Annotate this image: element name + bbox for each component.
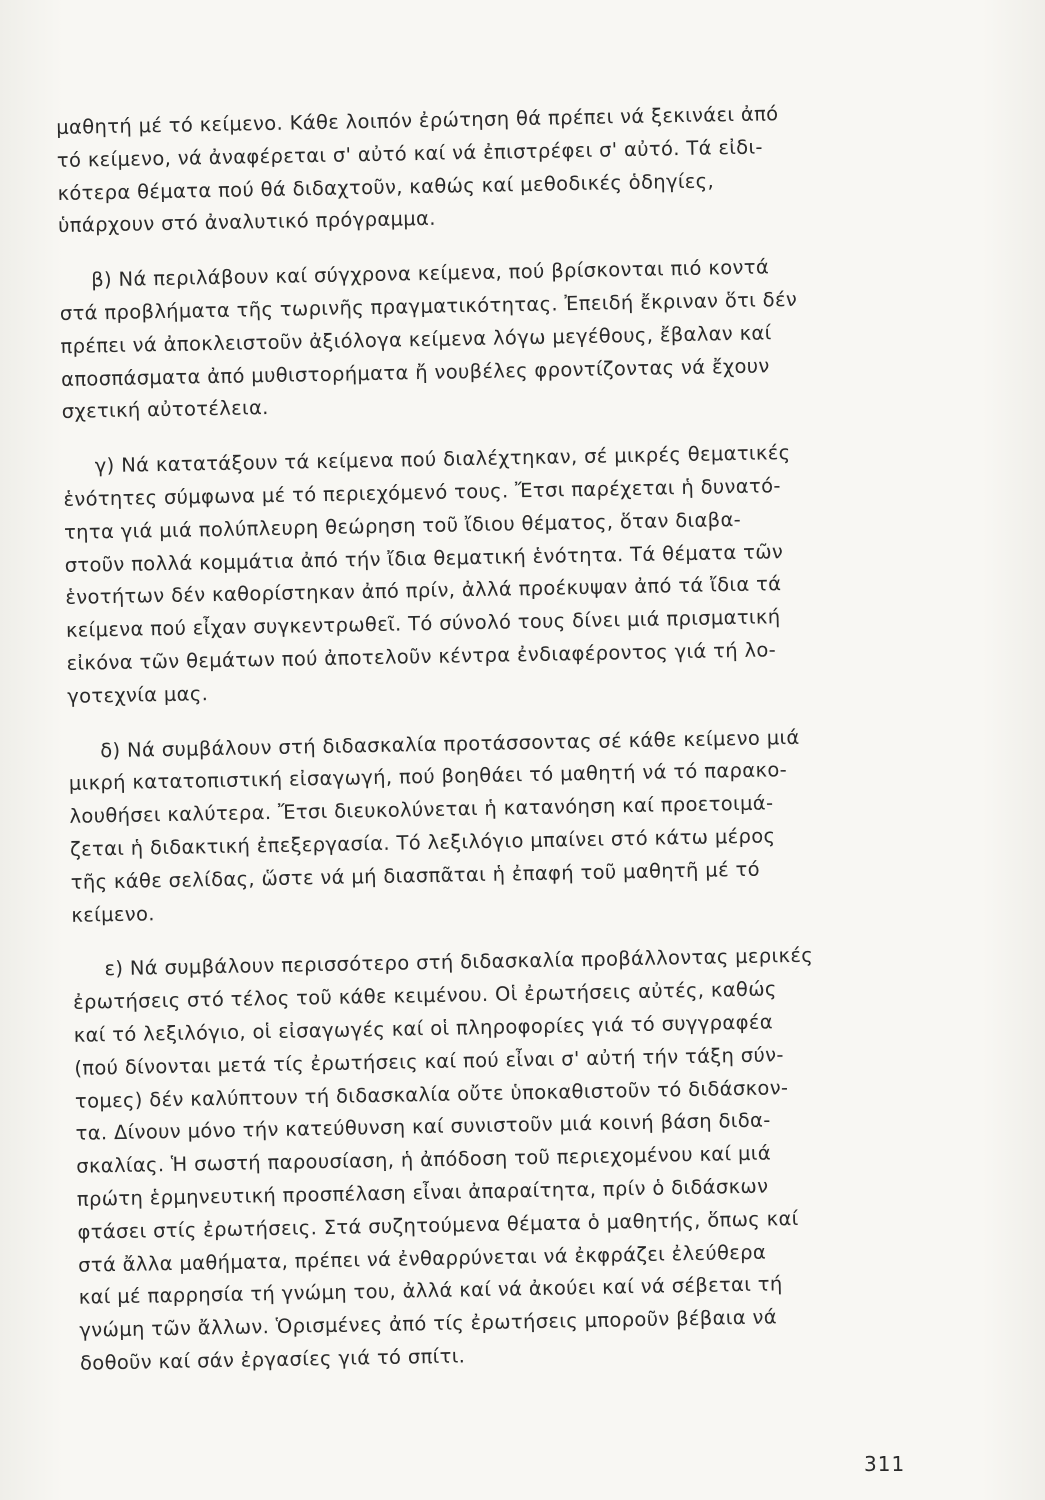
- text-line: τῆς κάθε σελίδας, ὥστε νά μή διασπᾶται ἡ ἐπαφή τοῦ μαθητῆ μέ τό: [70, 857, 761, 894]
- text-line: αποσπάσματα ἀπό μυθιστορήματα ἤ νουβέλες φροντίζοντας νά ἔχουν: [60, 353, 770, 391]
- text-line: ἐρωτήσεις στό τέλος τοῦ κάθε κειμένου. Οἱ ἐρωτήσεις αὐτές, καθώς: [72, 977, 777, 1014]
- text-line: στά προβλήματα τῆς τωρινῆς πραγματικότητας. Ἐπειδή ἔκριναν ὅτι δέν: [59, 287, 798, 325]
- text-line: ἑνοτήτων δέν καθορίστηκαν ἀπό πρίν, ἀλλά προέκυψαν ἀπό τά ἴδια τά: [65, 572, 782, 610]
- paragraph-delta: [68, 719, 932, 932]
- text-line: δοθοῦν καί σάν ἐργασίες γιά τό σπίτι.: [79, 1344, 466, 1375]
- text-line: ζεται ἡ διδακτική ἐπεξεργασία. Τό λεξιλόγιο μπαίνει στό κάτω μέρος: [69, 824, 776, 861]
- text-line: πρέπει νά ἀποκλειστοῦν ἀξιόλογα κείμενα λόγω μεγέθους, ἔβαλαν καί: [60, 321, 772, 358]
- text-line: γ) Νά κατατάξουν τά κείμενα πού διαλέχτηκαν, σέ μικρές θεματικές: [94, 441, 791, 478]
- body-text: [56, 95, 940, 1380]
- text-line: σχετική αὐτοτέλεια.: [61, 396, 269, 424]
- text-line: στά ἄλλα μαθήματα, πρέπει νά ἐνθαρρύνεται νά ἐκφράζει ἐλεύθερα: [77, 1240, 767, 1277]
- text-line: εἰκόνα τῶν θεμάτων πού ἀποτελοῦν κέντρα ἐνδιαφέροντος γιά τή λο-: [66, 638, 777, 675]
- text-line: κείμενο.: [71, 901, 156, 927]
- text-line: λουθήσει καλύτερα. Ἔτσι διευκολύνεται ἡ κατανόηση καί προετοιμά-: [69, 791, 774, 829]
- text-line: φτάσει στίς ἐρωτήσεις. Στά συζητούμενα θέματα ὁ μαθητής, ὅπως καί: [77, 1206, 799, 1244]
- text-line: δ) Νά συμβάλουν στή διδασκαλία προτάσσοντας σέ κάθε κείμενο μιά: [100, 725, 800, 762]
- text-line: γνώμη τῶν ἄλλων. Ὁρισμένες ἀπό τίς ἐρωτήσεις μποροῦν βέβαια νά: [79, 1305, 778, 1342]
- text-line: ἑνότητες σύμφωνα μέ τό περιεχόμενό τους. Ἔτσι παρέχεται ἡ δυνατό-: [63, 474, 781, 511]
- text-line: ὑπάρχουν στό ἀναλυτικό πρόγραμμα.: [57, 207, 437, 238]
- paragraph-continuation: [56, 95, 918, 243]
- text-line: καί τό λεξιλόγιο, οἱ εἰσαγωγές καί οἱ πληροφορίες γιά τό συγγραφέα: [73, 1010, 774, 1047]
- text-line: πρώτη ἑρμηνευτική προσπέλαση εἶναι ἀπαραίτητα, πρίν ὁ διδάσκων: [76, 1174, 769, 1211]
- text-line: μαθητή μέ τό κείμενο. Κάθε λοιπόν ἐρώτηση θά πρέπει νά ξεκινάει ἀπό: [56, 102, 779, 139]
- text-line: ε) Νά συμβάλουν περισσότερο στή διδασκαλία προβάλλοντας μερικές: [104, 943, 814, 981]
- paragraph-gamma: [63, 435, 928, 714]
- paragraph-epsilon: [72, 938, 940, 1381]
- text-line: τητα γιά μιά πολύπλευρη θεώρηση τοῦ ἴδιου θέματος, ὅταν διαβα-: [63, 507, 742, 544]
- text-line: κείμενα πού εἶχαν συγκεντρωθεῖ. Τό σύνολό τους δίνει μιά πρισματική: [65, 605, 781, 643]
- text-line: γοτεχνία μας.: [66, 681, 209, 708]
- text-line: στοῦν πολλά κομμάτια ἀπό τήν ἴδια θεματική ἑνότητα. Τά θέματα τῶν: [64, 539, 784, 577]
- text-line: τό κείμενο, νά ἀναφέρεται σ' αὐτό καί νά ἐπιστρέφει σ' αὐτό. Τά εἰδι-: [56, 135, 764, 172]
- text-line: β) Νά περιλάβουν καί σύγχρονα κείμενα, πού βρίσκονται πιό κοντά: [91, 255, 770, 292]
- text-line: (πού δίνονται μετά τίς ἐρωτήσεις καί πού εἶναι σ' αὐτή τήν τάξη σύν-: [74, 1042, 784, 1080]
- text-line: καί μέ παρρησία τή γνώμη του, ἀλλά καί νά ἀκούει καί νά σέβεται τή: [78, 1272, 783, 1310]
- text-line: κότερα θέματα πού θά διδαχτοῦν, καθώς καί μεθοδικές ὁδηγίες,: [57, 168, 715, 205]
- text-line: τομες) δέν καλύπτουν τή διδασκαλία οὔτε ὑποκαθιστοῦν τό διδάσκον-: [74, 1075, 789, 1113]
- text-line: μικρή κατατοπιστική εἰσαγωγή, πού βοηθάει τό μαθητή νά τό παρακο-: [68, 758, 788, 796]
- page-number: 311: [864, 1452, 906, 1476]
- paragraph-beta: [59, 249, 922, 429]
- text-line: τα. Δίνουν μόνο τήν κατεύθυνση καί συνιστοῦν μιά κοινή βάση διδα-: [75, 1108, 771, 1146]
- text-line: σκαλίας. Ἡ σωστή παρουσίαση, ἡ ἀπόδοση τοῦ περιεχομένου καί μιά: [76, 1141, 772, 1178]
